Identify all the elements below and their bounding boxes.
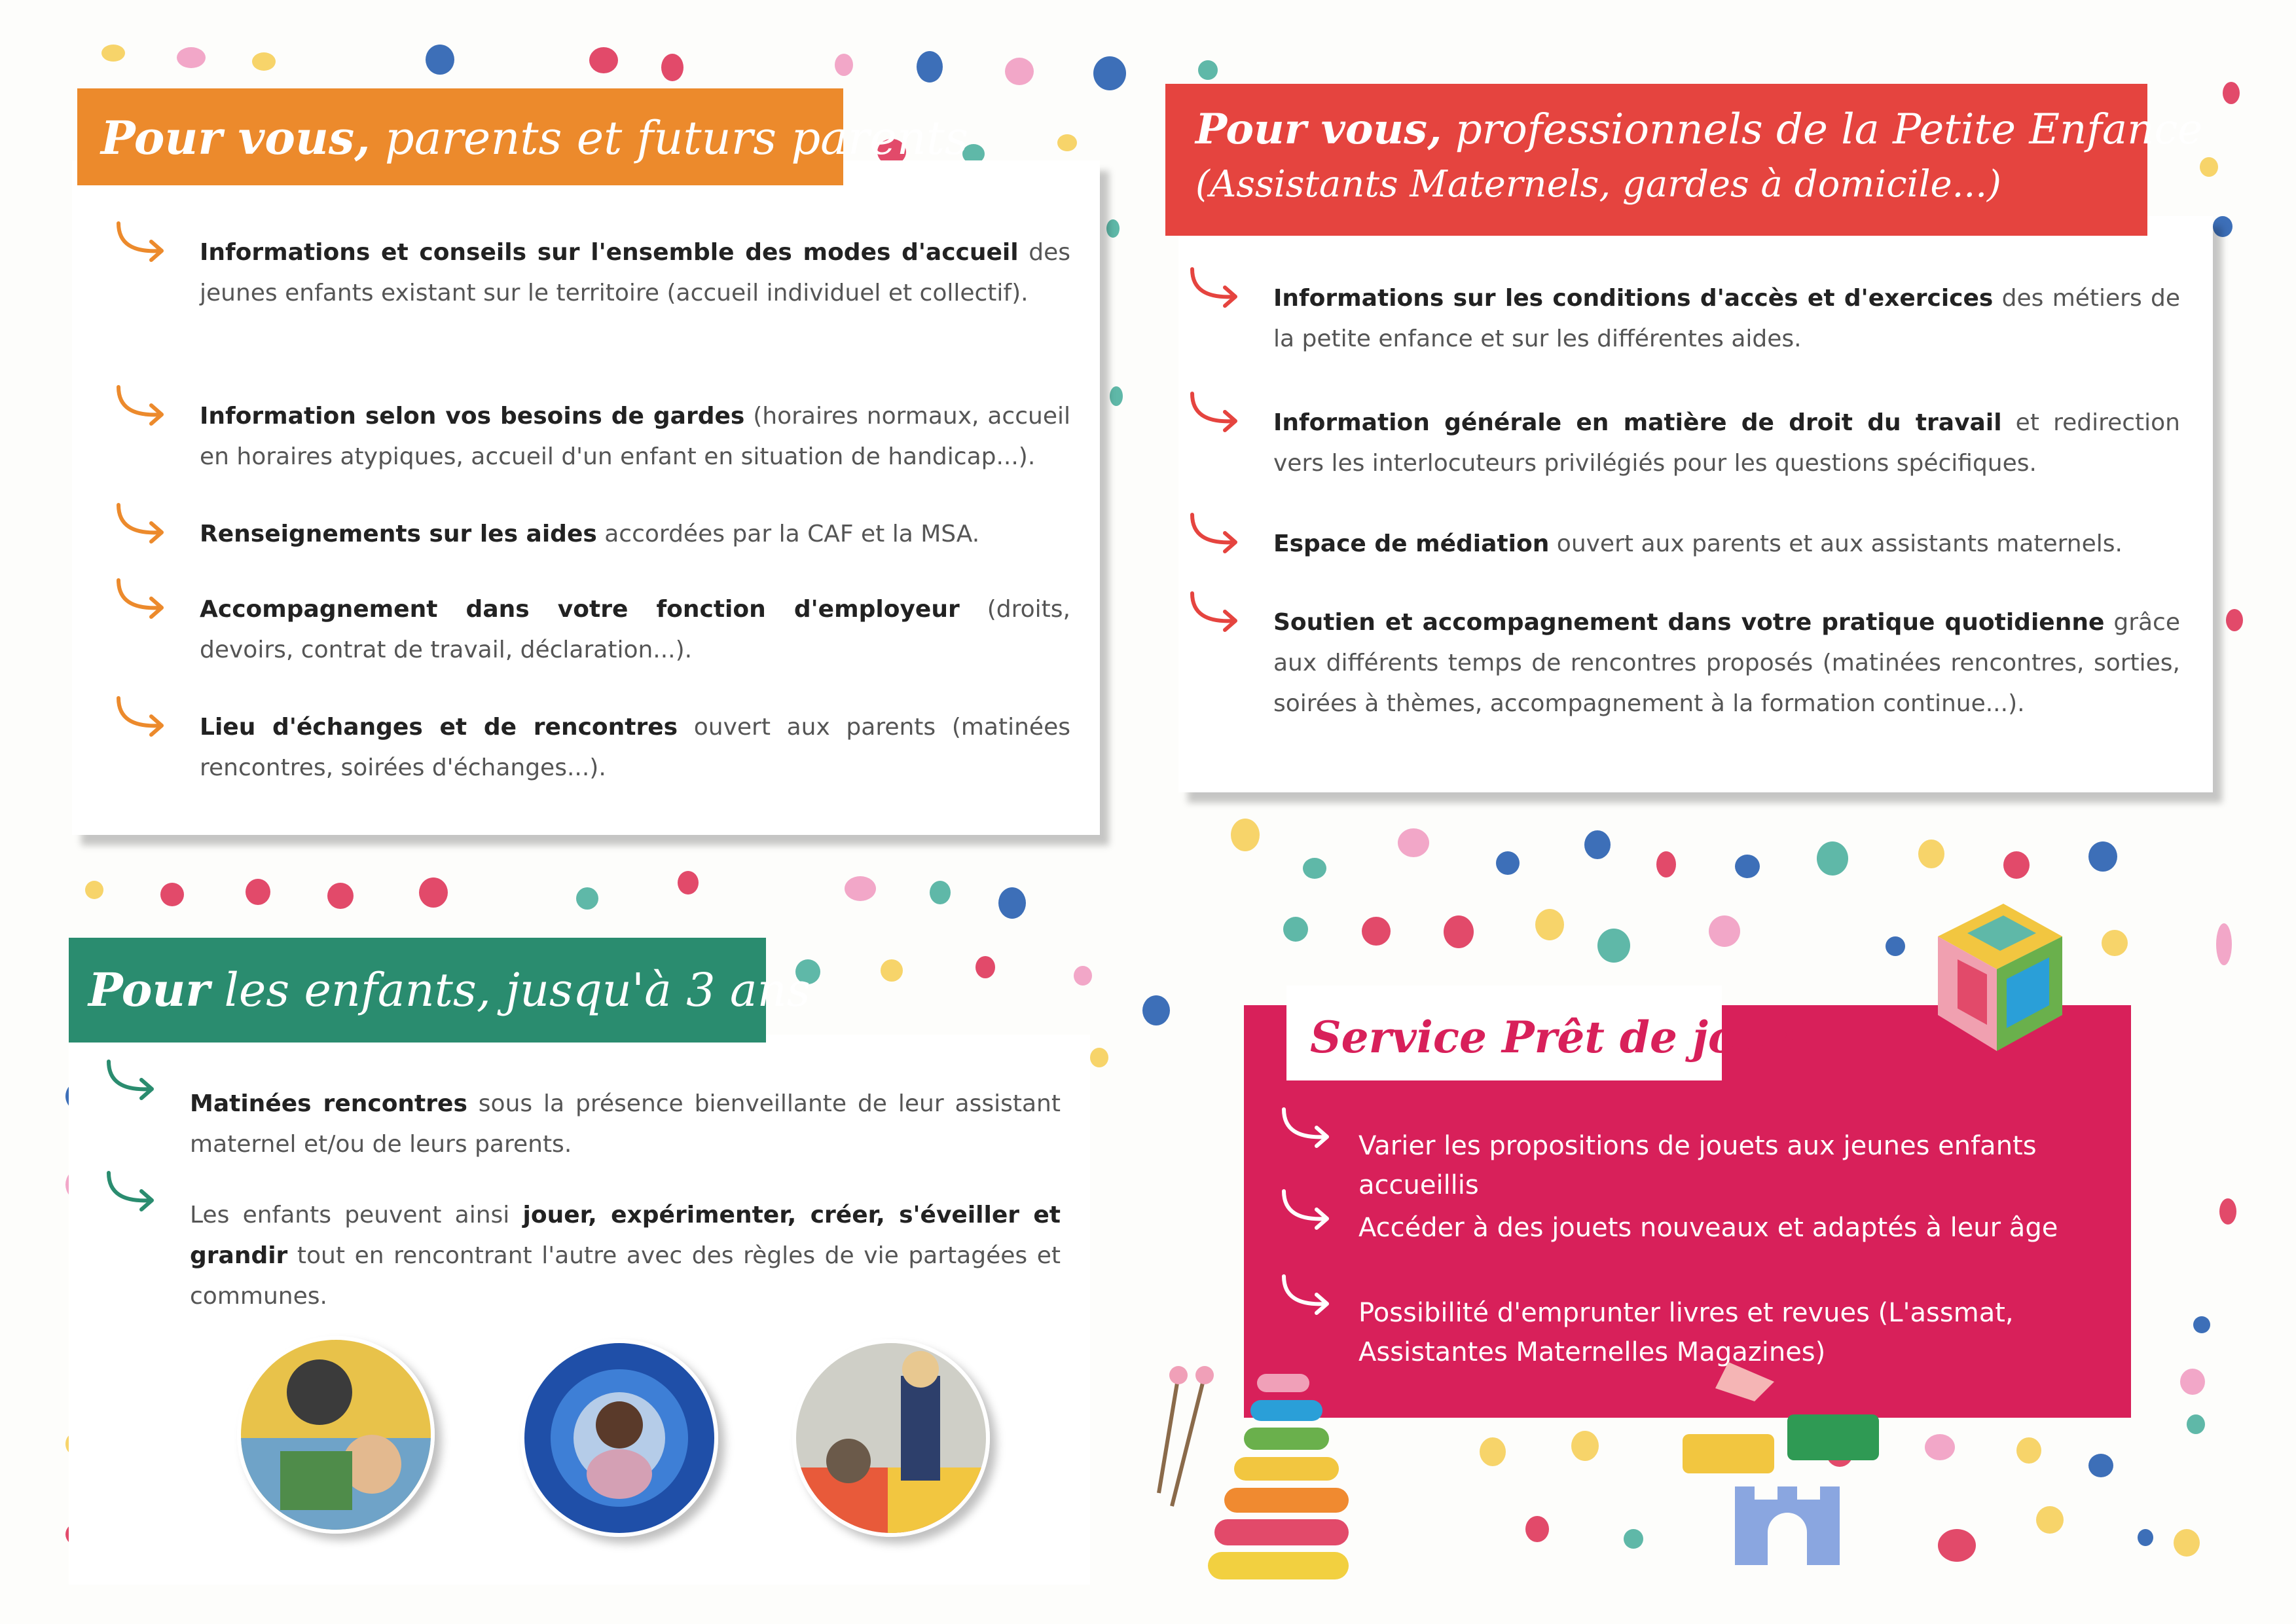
toys-list	[1280, 1126, 2111, 1382]
parents-item-4-bold: Accompagnement dans votre fonction d'employeur	[200, 596, 960, 623]
pros-item-2-text: et redirection vers les interlocuteurs privilégiés pour les questions spécifiques.	[1273, 409, 2180, 477]
curved-arrow-icon	[1280, 1105, 1338, 1153]
list-item	[115, 707, 1070, 788]
curved-arrow-icon	[1188, 265, 1246, 312]
curved-arrow-icon	[115, 576, 172, 623]
curved-arrow-icon	[1188, 390, 1246, 437]
parents-banner	[77, 88, 968, 185]
list-item	[1188, 403, 2180, 484]
curved-arrow-icon	[105, 1169, 162, 1216]
building-blocks-icon	[1683, 1349, 1918, 1565]
curved-arrow-icon	[115, 694, 172, 741]
toys-banner	[1286, 986, 1816, 1080]
pros-item-2-bold: Information générale en matière de droit du travail	[1273, 409, 2002, 436]
children-title-bold: Pour	[88, 963, 210, 1017]
parents-title-bold: Pour vous,	[101, 111, 371, 165]
children-banner	[69, 938, 811, 1043]
curved-arrow-icon	[1280, 1187, 1338, 1234]
toys-title: Service Prêt de jouet	[1310, 1012, 1816, 1063]
list-item	[115, 514, 1070, 555]
toy-cube-icon	[1912, 897, 2088, 1061]
list-item	[115, 396, 1070, 477]
children-item-1-bold: Matinées rencontres	[190, 1090, 467, 1117]
parents-list	[115, 232, 1070, 809]
curved-arrow-icon	[1188, 589, 1246, 637]
list-item	[1188, 602, 2180, 724]
photo-child-in-tunnel	[520, 1339, 718, 1537]
toys-item-2: Accéder à des jouets nouveaux et adaptés à leur âge	[1358, 1213, 2058, 1243]
parents-item-4-text: (droits, devoirs, contrat de travail, déclaration...).	[200, 596, 1070, 663]
pros-banner	[1165, 84, 2203, 236]
curved-arrow-icon	[115, 501, 172, 548]
list-item	[115, 232, 1070, 314]
toys-item-3: Possibilité d'emprunter livres et revues (L'assmat, Assistantes Maternelles Magazines)	[1358, 1298, 2014, 1367]
list-item	[1280, 1126, 2111, 1205]
children-item-2-pre: Les enfants peuvent ainsi	[190, 1202, 523, 1228]
pros-subtitle: (Assistants Maternels, gardes à domicile...)	[1195, 163, 2001, 206]
curved-arrow-icon	[1188, 511, 1246, 558]
pros-item-3-bold: Espace de médiation	[1273, 530, 1550, 557]
parents-item-3-text: accordées par la CAF et la MSA.	[596, 521, 980, 547]
curved-arrow-icon	[115, 383, 172, 430]
children-list	[105, 1084, 1061, 1310]
pros-item-1-bold: Informations sur les conditions d'accès et d'exercices	[1273, 285, 1994, 312]
pros-title-rest: professionnels de la Petite Enfance	[1442, 105, 2203, 154]
parents-item-1-bold: Informations et conseils sur l'ensemble des modes d'accueil	[200, 239, 1019, 266]
pros-item-4-bold: Soutien et accompagnement dans votre pratique quotidienne	[1273, 609, 2105, 636]
parents-item-1-text: des jeunes enfants existant sur le territoire (accueil individuel et collectif).	[200, 239, 1070, 306]
list-item	[105, 1084, 1061, 1165]
list-item	[1188, 278, 2180, 360]
photo-children-playing	[237, 1336, 435, 1534]
children-item-2-bold: jouer, expérimenter, créer, s'éveiller et grandir	[190, 1202, 1061, 1269]
parents-title-rest: parents et futurs parents	[370, 111, 968, 165]
pros-list	[1188, 278, 2180, 763]
children-item-2-text: tout en rencontrant l'autre avec des règles de vie partagées et communes.	[190, 1242, 1061, 1310]
children-title-rest: les enfants, jusqu'à 3 ans	[210, 963, 811, 1017]
pros-item-3-text: ouvert aux parents et aux assistants maternels.	[1549, 530, 2123, 557]
toys-item-1: Varier les propositions de jouets aux jeunes enfants accueillis	[1358, 1131, 2037, 1200]
curved-arrow-icon	[105, 1058, 162, 1105]
parents-item-2-text: (horaires normaux, accueil en horaires atypiques, accueil d'un enfant en situation de handicap...).	[200, 403, 1070, 470]
pros-title-bold: Pour vous,	[1195, 105, 1442, 154]
list-item	[105, 1195, 1061, 1317]
parents-item-5-bold: Lieu d'échanges et de rencontres	[200, 714, 678, 741]
curved-arrow-icon	[115, 219, 172, 267]
parents-item-3-bold: Renseignements sur les aides	[200, 521, 597, 547]
parents-item-5-text: ouvert aux parents (matinées rencontres, soirées d'échanges...).	[200, 714, 1070, 781]
list-item	[1280, 1208, 2111, 1247]
parents-item-2-bold: Information selon vos besoins de gardes	[200, 403, 745, 430]
xylophone-icon	[1152, 1362, 1349, 1585]
pros-item-4-text: grâce aux différents temps de rencontres proposés (matinées rencontres, sorties, soirées à thèmes, accompagnement à la formation continue...).	[1273, 609, 2180, 717]
photo-children-on-mat	[792, 1339, 990, 1537]
list-item	[1188, 524, 2180, 564]
curved-arrow-icon	[1280, 1272, 1338, 1320]
list-item	[115, 589, 1070, 671]
pros-item-1-text: des métiers de la petite enfance et sur les différentes aides.	[1273, 285, 2181, 352]
children-item-1-text: sous la présence bienveillante de leur assistant maternel et/ou de leurs parents.	[190, 1090, 1061, 1158]
